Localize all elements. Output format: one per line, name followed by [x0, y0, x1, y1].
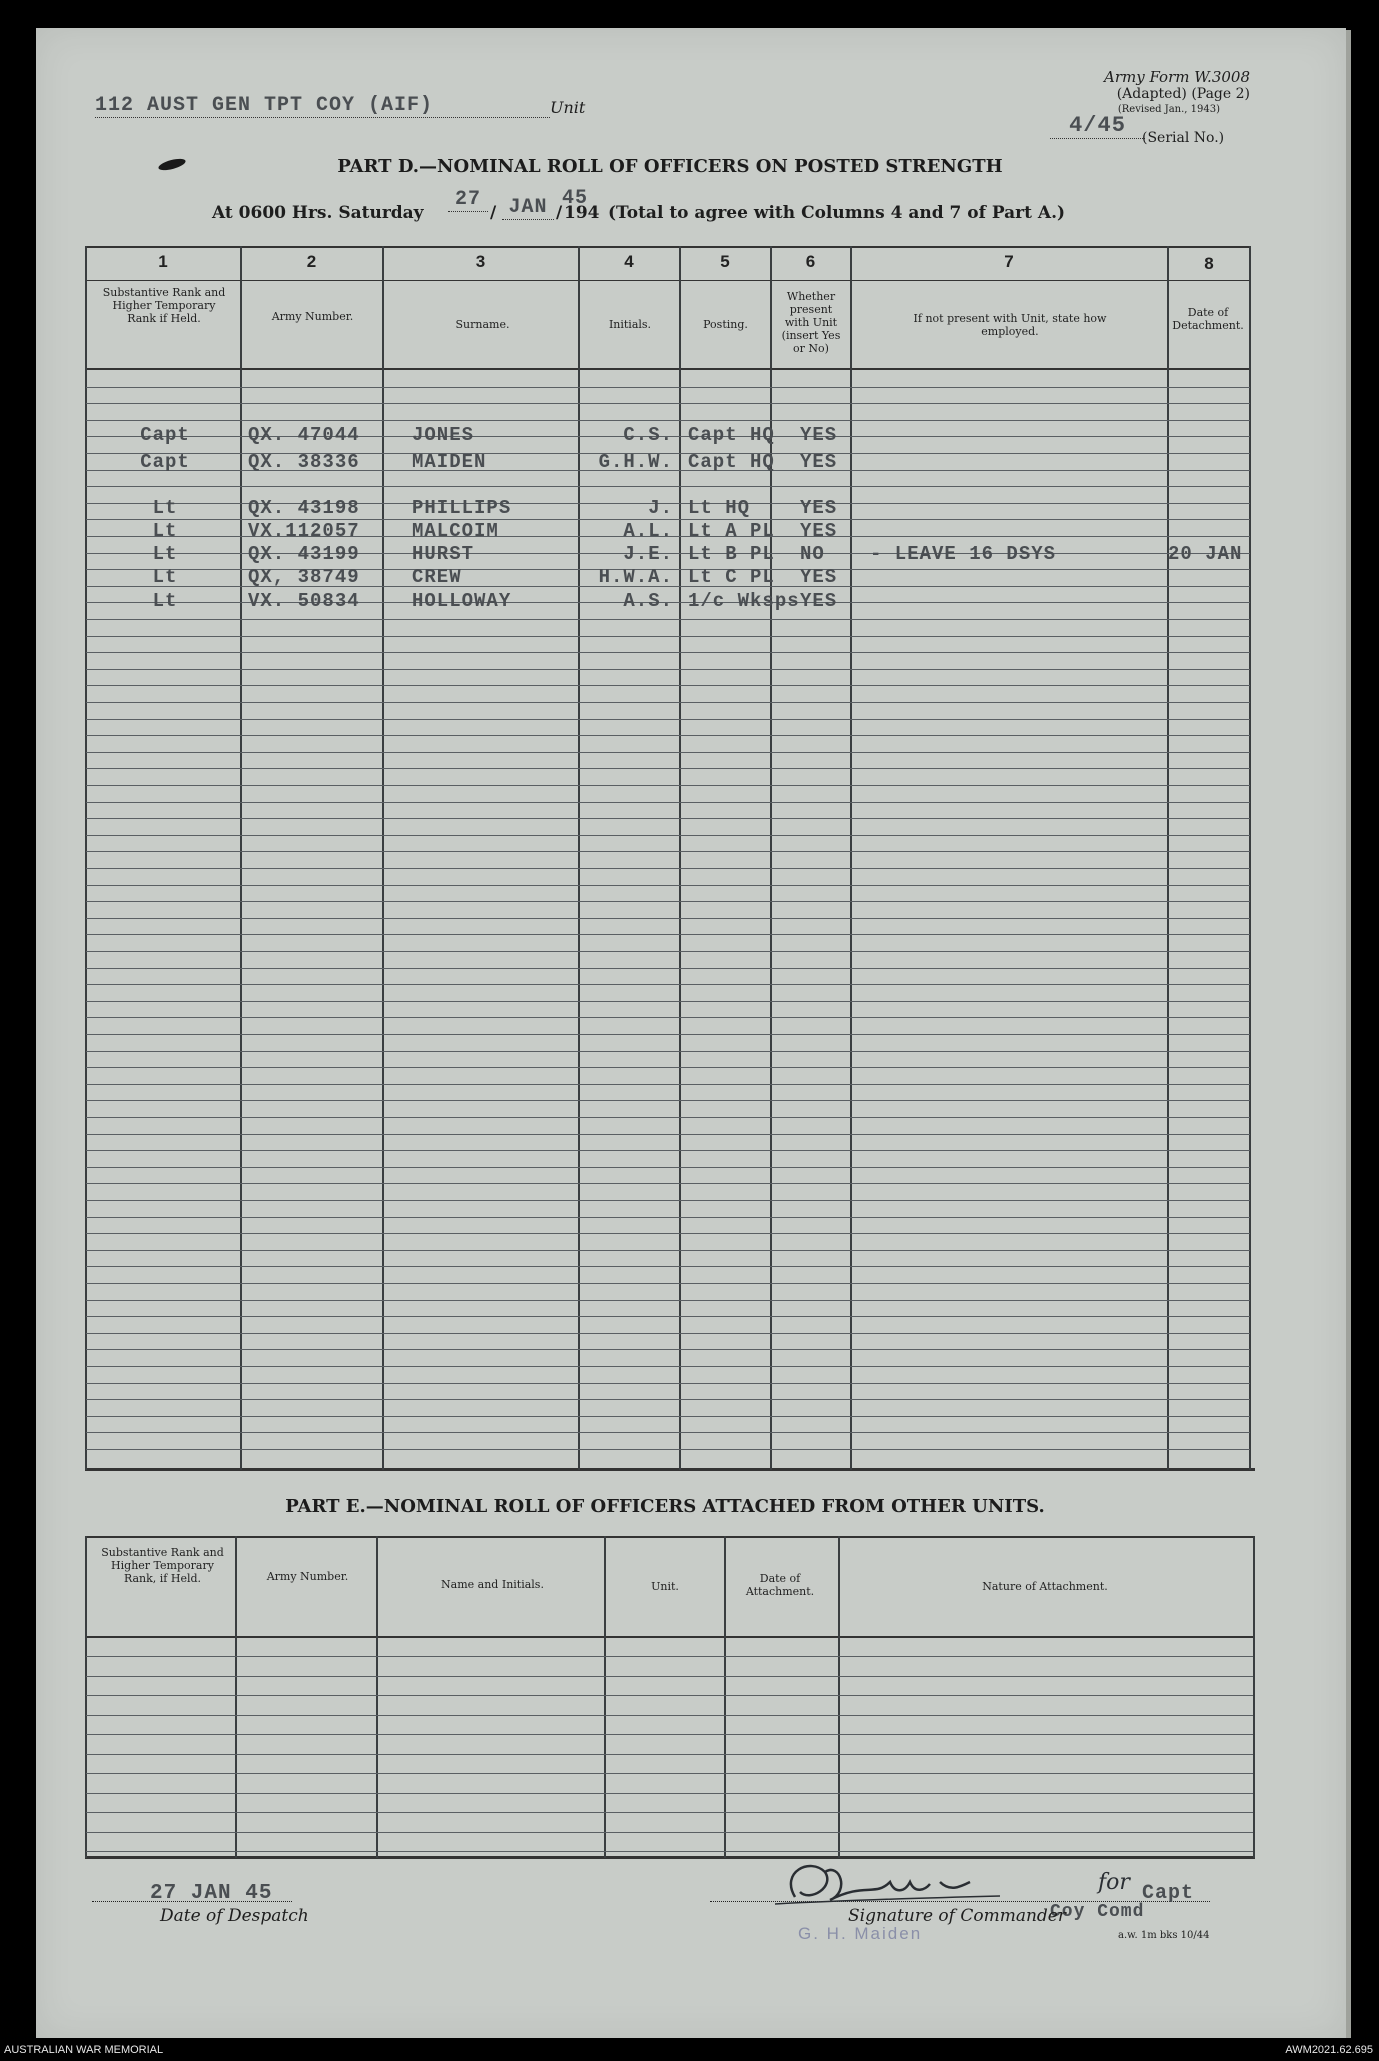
row-rule [86, 934, 1250, 935]
table-bottom-rule [85, 1468, 1255, 1471]
entry-number: QX. 43198 [248, 497, 360, 519]
entry-surname: PHILLIPS [412, 497, 512, 519]
date-month: JAN [502, 196, 554, 220]
entry-surname: HURST [412, 543, 475, 565]
e-row-rule [86, 1734, 1253, 1735]
entry-initials: J.E. [623, 543, 673, 565]
col-rule-left [85, 246, 87, 1470]
row-rule [86, 885, 1250, 886]
form-revised: (Revised Jan., 1943) [1117, 104, 1220, 115]
e-row-rule [86, 1656, 1253, 1657]
row-rule [86, 1017, 1250, 1018]
entry-initials: C.S. [623, 424, 673, 446]
e-row-rule [86, 1715, 1253, 1716]
signature-for: for [1098, 1870, 1130, 1895]
col-label-posting: Posting. [703, 318, 748, 331]
entry-rank: Capt [140, 451, 190, 473]
e-col-rule-left [85, 1536, 87, 1858]
entry-posting: Capt HQ [688, 451, 775, 473]
row-rule [86, 1432, 1250, 1433]
part-d-title: PART D.—NOMINAL ROLL OF OFFICERS ON POSTED STRENGTH [337, 156, 1003, 177]
e-row-rule [86, 1832, 1253, 1833]
row-rule [86, 1167, 1250, 1168]
despatch-label: Date of Despatch [160, 1906, 309, 1926]
e-row-rule [86, 1773, 1253, 1774]
row-rule [86, 918, 1250, 919]
row-rule [86, 1084, 1250, 1085]
e-row-rule [86, 1754, 1253, 1755]
entry-posting: Lt HQ [688, 497, 751, 519]
e-col-label-army-number: Army Number. [266, 1570, 349, 1583]
table-top-rule [85, 246, 1251, 248]
entry-number: QX, 38749 [248, 566, 360, 588]
date-year-typed: 45 [562, 187, 589, 210]
e-row-rule [86, 1812, 1253, 1813]
row-rule [86, 1150, 1250, 1151]
row-rule [86, 1100, 1250, 1101]
entry-posting: 1/c Wksps [688, 590, 800, 612]
col-num-3: 3 [475, 252, 486, 271]
row-rule [86, 1300, 1250, 1301]
row-rule [86, 1117, 1250, 1118]
at-time-prefix: At 0600 Hrs. Saturday [212, 203, 424, 223]
e-col-label-name: Name and Initials. [441, 1578, 544, 1591]
col-label-army-number: Army Number. [271, 310, 354, 323]
row-rule [86, 984, 1250, 985]
row-rule [86, 719, 1250, 720]
entry-rank: Lt [152, 520, 178, 542]
e-row-rule [86, 1695, 1253, 1696]
handwritten-signature [770, 1852, 1010, 1912]
entry-present: NO [800, 543, 825, 565]
paper-edge [1346, 30, 1351, 2038]
entry-employed: - LEAVE 16 DSYS [870, 543, 1057, 565]
row-rule [86, 1316, 1250, 1317]
entry-present: YES [800, 497, 838, 519]
printer-code: a.w. 1m bks 10/44 [1118, 1930, 1210, 1941]
e-col-rule-2 [376, 1536, 378, 1858]
e-col-rule-1 [235, 1536, 237, 1858]
serial-number: 4/45 [1050, 113, 1145, 139]
despatch-dotted-line [92, 1901, 292, 1902]
col-num-7: 7 [1004, 252, 1014, 271]
row-rule [86, 1399, 1250, 1400]
entry-posting: Lt B PL [688, 543, 775, 565]
entry-initials: G.H.W. [598, 451, 673, 473]
e-row-rule [86, 1793, 1253, 1794]
row-rule [86, 1383, 1250, 1384]
row-rule [86, 702, 1250, 703]
entry-number: VX.112057 [248, 520, 360, 542]
archive-name: AUSTRALIAN WAR MEMORIAL [4, 2044, 164, 2056]
entry-surname: JONES [412, 424, 475, 446]
form-name: Army Form W.3008 [1104, 68, 1250, 86]
row-rule [86, 851, 1250, 852]
coy-comd-stamp: Coy Comd [1050, 1902, 1145, 1922]
form-adapted: (Adapted) (Page 2) [1116, 86, 1250, 102]
col-label-employed: If not present with Unit, state how employed. [913, 312, 1107, 338]
entry-initials: A.S. [623, 590, 673, 612]
row-rule [86, 420, 1250, 421]
row-rule [86, 785, 1250, 786]
serial-label: (Serial No.) [1142, 130, 1225, 146]
name-stamp: G. H. Maiden [798, 1924, 923, 1943]
archive-footer [0, 2040, 1379, 2061]
row-rule [86, 968, 1250, 969]
row-rule [86, 1051, 1250, 1052]
part-e-header-rule [85, 1636, 1255, 1638]
row-rule [86, 802, 1250, 803]
row-rule [86, 835, 1250, 836]
row-rule [86, 403, 1250, 404]
row-rule [86, 1233, 1250, 1234]
part-e-top-rule [85, 1536, 1255, 1538]
col-rule-right [1249, 246, 1251, 1470]
row-rule [86, 685, 1250, 686]
entry-number: QX. 47044 [248, 424, 360, 446]
number-row-rule [85, 280, 1251, 281]
entry-posting: Lt C PL [688, 566, 775, 588]
col-num-5: 5 [720, 252, 730, 271]
col-label-surname: Surname. [455, 318, 510, 331]
entry-present: YES [800, 424, 838, 446]
row-rule [86, 486, 1250, 487]
row-rule [86, 752, 1250, 753]
row-rule [86, 1266, 1250, 1267]
entry-rank: Lt [152, 543, 178, 565]
row-rule [86, 1333, 1250, 1334]
row-rule [86, 1183, 1250, 1184]
date-year-printed: 194 [564, 203, 600, 223]
e-col-label-nature: Nature of Attachment. [982, 1580, 1108, 1593]
entry-present: YES [800, 520, 838, 542]
row-rule [86, 652, 1250, 653]
row-rule [86, 387, 1250, 388]
date-day: 27 [448, 188, 488, 212]
entry-surname: MALCOIM [412, 520, 499, 542]
entry-initials: H.W.A. [598, 566, 673, 588]
unit-value: 112 AUST GEN TPT COY (AIF) [95, 94, 550, 118]
entry-number: VX. 50834 [248, 590, 360, 612]
header-bottom-rule [85, 368, 1251, 370]
row-rule [86, 1366, 1250, 1367]
e-col-label-attach-date: Date of Attachment. [745, 1572, 815, 1598]
entry-date: 20 JAN [1168, 543, 1243, 565]
row-rule [86, 1250, 1250, 1251]
row-rule [86, 1217, 1250, 1218]
entry-present: YES [800, 451, 838, 473]
entry-number: QX. 38336 [248, 451, 360, 473]
col-label-initials: Initials. [608, 318, 652, 331]
col-label-present: Whether present with Unit (insert Yes or No) [781, 290, 841, 355]
row-rule [86, 1416, 1250, 1417]
row-rule [86, 619, 1250, 620]
entry-surname: CREW [412, 566, 462, 588]
row-rule [86, 768, 1250, 769]
entry-number: QX. 43199 [248, 543, 360, 565]
row-rule [86, 1067, 1250, 1068]
e-col-rule-4 [724, 1536, 726, 1858]
row-rule [86, 951, 1250, 952]
e-col-label-unit: Unit. [651, 1580, 679, 1593]
row-rule [86, 901, 1250, 902]
e-col-rule-5 [838, 1536, 840, 1858]
entry-posting: Capt HQ [688, 424, 775, 446]
e-row-rule [86, 1851, 1253, 1852]
row-rule [86, 1283, 1250, 1284]
entry-rank: Lt [152, 590, 178, 612]
col-label-rank: Substantive Rank and Higher Temporary Rank if Held. [102, 286, 226, 325]
e-col-label-rank: Substantive Rank and Higher Temporary Rank, if Held. [101, 1546, 224, 1585]
row-rule [86, 669, 1250, 670]
entry-surname: MAIDEN [412, 451, 487, 473]
signature-rank: Capt [1142, 1882, 1195, 1905]
signature-label: Signature of Commander [848, 1906, 1066, 1926]
entry-rank: Capt [140, 424, 190, 446]
col-num-8: 8 [1204, 254, 1214, 273]
col-num-1: 1 [158, 252, 168, 271]
entry-rank: Lt [152, 566, 178, 588]
archive-reference: AWM2021.62.695 [1285, 2044, 1373, 2056]
total-note: (Total to agree with Columns 4 and 7 of Part A.) [608, 203, 1066, 223]
row-rule [86, 1200, 1250, 1201]
entry-present: YES [800, 590, 838, 612]
entry-initials: J. [648, 497, 673, 519]
row-rule [86, 1034, 1250, 1035]
col-rule-7 [1167, 246, 1169, 1470]
row-rule [86, 1349, 1250, 1350]
entry-surname: HOLLOWAY [412, 590, 512, 612]
col-num-2: 2 [306, 252, 317, 271]
col-num-4: 4 [624, 252, 634, 271]
col-label-detachment: Date of Detachment. [1172, 306, 1244, 332]
row-rule [86, 818, 1250, 819]
col-num-6: 6 [805, 252, 816, 271]
despatch-date: 27 JAN 45 [150, 1882, 273, 1905]
entry-posting: Lt A PL [688, 520, 775, 542]
e-row-rule [86, 1676, 1253, 1677]
col-rule-4 [679, 246, 681, 1470]
part-e-bottom-rule [85, 1856, 1255, 1859]
entry-initials: A.L. [623, 520, 673, 542]
row-rule [86, 735, 1250, 736]
row-rule [86, 636, 1250, 637]
part-e-title: PART E.—NOMINAL ROLL OF OFFICERS ATTACHED FROM OTHER UNITS. [285, 1496, 1045, 1517]
entry-present: YES [800, 566, 838, 588]
col-rule-1 [240, 246, 242, 1470]
row-rule [86, 868, 1250, 869]
unit-label: Unit [550, 98, 586, 117]
entry-rank: Lt [152, 497, 178, 519]
row-rule [86, 1134, 1250, 1135]
row-rule [86, 1001, 1250, 1002]
e-col-rule-3 [604, 1536, 606, 1858]
e-col-rule-right [1253, 1536, 1255, 1858]
row-rule [86, 1449, 1250, 1450]
